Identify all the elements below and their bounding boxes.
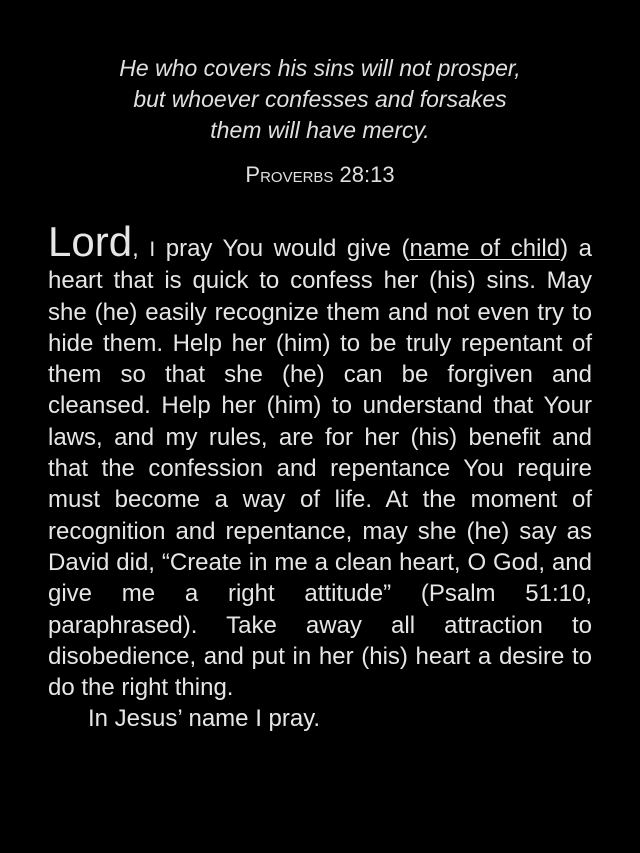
pronoun-i: I	[149, 238, 156, 261]
scripture-reference: Proverbs 28:13	[245, 162, 395, 187]
name-of-child-blank: name of child	[409, 235, 561, 262]
epigraph-quote	[60, 53, 580, 146]
prayer-paragraph	[48, 218, 592, 703]
opening-word: Lord	[48, 218, 133, 265]
epigraph-line-2: but whoever confesses and forsakes	[133, 86, 507, 112]
prayer-text: ) a heart that is quick to confess her (his) sins. May she (he) easily recognize them and not even try to hide them. Help her (him) to be truly repentant of them so that she (he) can be forgiven and cleansed. Help her (him) to understand that Your laws, and my rules, are for her (his) benefit and that the confession and repentance You require must become a way of life. At the moment of recognition and repentance, may she (he) say as David did, “Create in me a clean heart, O God, and give me a right attitude” (Psalm 51:10, paraphrased). Take away all attraction to disobedience, and put in her (his) heart a desire to do the right thing.	[48, 235, 592, 702]
epigraph-line-1: He who covers his sins will not prosper,	[119, 55, 521, 81]
open-paren: (	[401, 235, 410, 262]
opening-comma: ,	[132, 235, 139, 262]
prayer-intro: pray You would give	[155, 235, 402, 262]
closing-line: In Jesus’ name I pray.	[88, 705, 321, 733]
epigraph-line-3: them will have mercy.	[210, 117, 430, 143]
prayer-body	[48, 218, 592, 735]
